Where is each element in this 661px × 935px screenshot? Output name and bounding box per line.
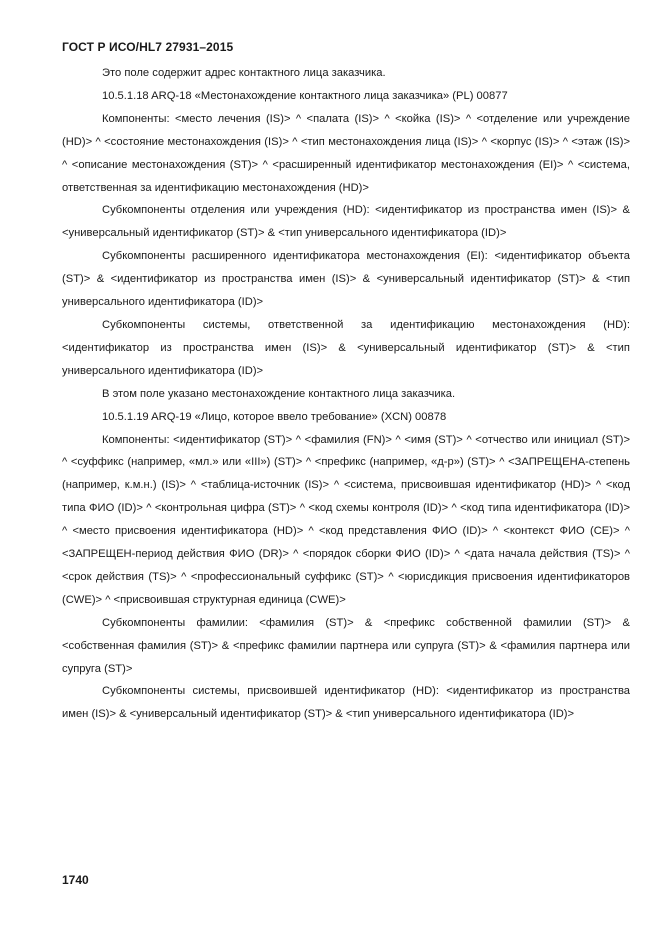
paragraph: Компоненты: <идентификатор (ST)> ^ <фамилия (FN)> ^ <имя (ST)> ^ <отчество или инициал (ST)> ^ <суффикс (например, «мл.» или «III») (ST)> ^ <префикс (например, «д-р») (ST)> ^ <ЗАПРЕЩЕНА-степень (например, к.м.н.) (IS)> ^ <таблица-источник (IS)> ^ <система, присвоившая идентификатор (HD)> ^ <код типа ФИО (ID)> ^ <контрольная цифра (ST)> ^ <код схемы контроля (ID)> ^ <код типа идентификатора (ID)> ^ <место присвоения идентификатора (HD)> ^ <код представления ФИО (ID)> ^ <контекст ФИО (CE)> ^ <ЗАПРЕЩЕН-период действия ФИО (DR)> ^ <порядок сборки ФИО (ID)> ^ <дата начала действия (TS)> ^ <срок действия (TS)> ^ <профессиональный суффикс (ST)> ^ <юрисдикция присвоения идентификаторов (CWE)> ^ <присвоившая структурная единица (CWE)> xyxy=(62,433,630,606)
paragraph: В этом поле указано местонахождение контактного лица заказчика. xyxy=(102,387,456,400)
paragraph: Компоненты: <место лечения (IS)> ^ <палата (IS)> ^ <койка (IS)> ^ <отделение или учреждение (HD)> ^ <состояние местонахождения (IS)> ^ <тип местонахождения лица (IS)> ^ <корпус (IS)> ^ <этаж (IS)> ^ <описание местонахождения (ST)> ^ <расширенный идентификатор местонахождения (EI)> ^ <система, ответственная за идентификацию местонахождения (HD)> xyxy=(62,112,630,194)
paragraph: Субкомпоненты системы, ответственной за идентификацию местонахождения (HD): <идентификатор из пространства имен (IS)> & <универсальный идентификатор (ST)> & <тип универсального идентификатора (ID)> xyxy=(62,318,630,377)
paragraph: Субкомпоненты отделения или учреждения (HD): <идентификатор из пространства имен (IS)> & <универсальный идентификатор (ST)> & <тип универсального идентификатора (ID)> xyxy=(62,204,630,240)
document-header: ГОСТ Р ИСО/HL7 27931–2015 xyxy=(62,40,234,54)
section-heading: 10.5.1.18 ARQ-18 «Местонахождение контактного лица заказчика» (PL) 00877 xyxy=(102,89,508,102)
paragraph: Это поле содержит адрес контактного лица заказчика. xyxy=(102,67,386,79)
paragraph: Субкомпоненты системы, присвоившей идентификатор (HD): <идентификатор из пространства имен (IS)> & <универсальный идентификатор (ST)> & <тип универсального идентификатора (ID)> xyxy=(62,685,630,721)
document-body xyxy=(62,62,630,726)
paragraph: Субкомпоненты фамилии: <фамилия (ST)> & <префикс собственной фамилии (ST)> & <собственная фамилия (ST)> & <префикс фамилии партнера или супруга (ST)> & <фамилия партнера или супруга (ST)> xyxy=(62,616,630,675)
page-number: 1740 xyxy=(62,873,89,887)
paragraph: Субкомпоненты расширенного идентификатора местонахождения (EI): <идентификатор объекта (ST)> & <идентификатор из пространства имен (IS)> & <универсальный идентификатор (ST)> & <тип универсального идентификатора (ID)> xyxy=(62,250,630,309)
section-heading: 10.5.1.19 ARQ-19 «Лицо, которое ввело требование» (XCN) 00878 xyxy=(102,410,447,423)
